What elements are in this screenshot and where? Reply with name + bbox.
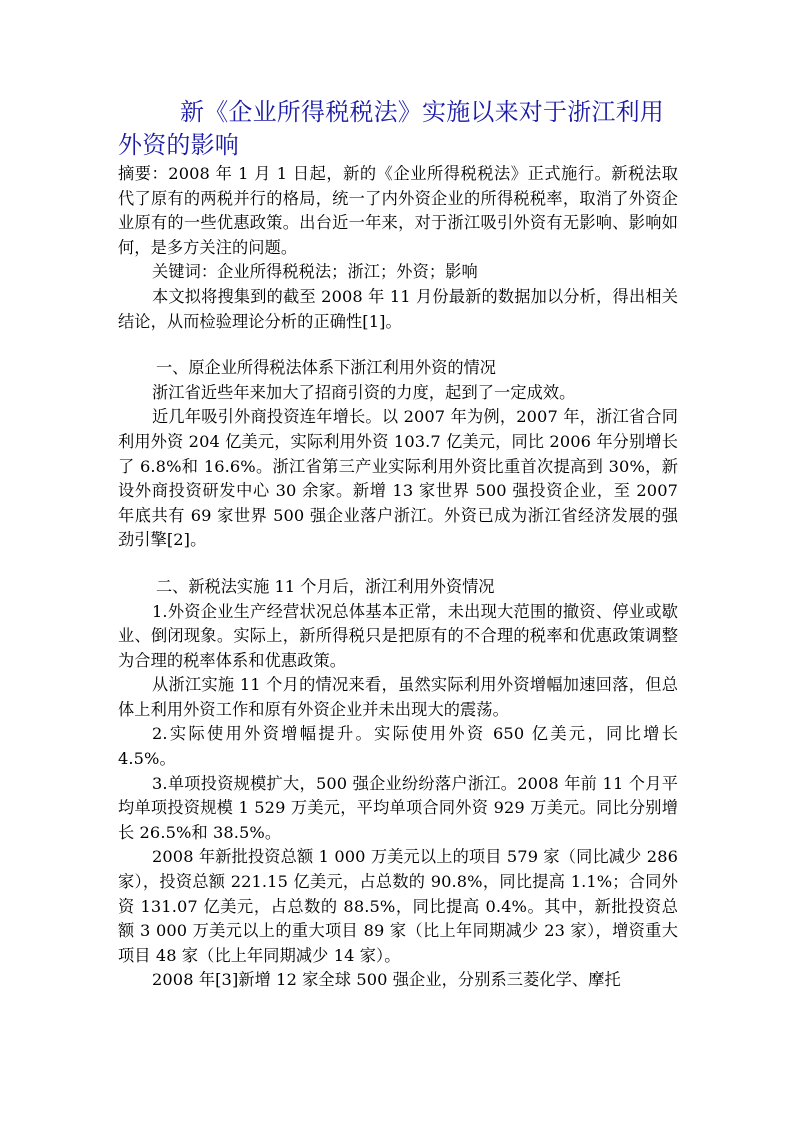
section1-paragraph: 近几年吸引外商投资连年增长。以 2007 年为例，2007 年，浙江省合同利用外资 204 亿美元，实际利用外资 103.7 亿美元，同比 2006 年分别增长了 6.8%和 16.6%。浙江省第三产业实际利用外资比重首次提高到 30%，新设外商投资研发中心 30 余家。新增 13 家世界 500 强投资企业，至 2007 年底共有 69 家世界 500 强企业落户浙江。外资已成为浙江省经济发展的强劲引擎[2]。 — [118, 407, 678, 550]
section2-paragraph: 2008 年[3]新增 12 家全球 500 强企业，分别系三菱化学、摩托 — [152, 970, 621, 990]
section2-paragraph: 2.实际使用外资增幅提升。实际使用外资 650 亿美元，同比增长 4.5%。 — [118, 724, 678, 769]
document-title: 新《企业所得税税法》实施以来对于浙江利用外资的影响 — [118, 98, 664, 159]
intro-paragraph: 本文拟将搜集到的截至 2008 年 11 月份最新的数据加以分析，得出相关结论，从而检验理论分析的正确性[1]。 — [118, 286, 678, 331]
section2-paragraph: 3.单项投资规模扩大，500 强企业纷纷落户浙江。2008 年前 11 个月平均单项投资规模 1 529 万美元，平均单项合同外资 929 万美元。同比分别增长 26.5%和 38.5%。 — [118, 773, 678, 842]
section2-paragraph: 1.外资企业生产经营状况总体基本正常，未出现大范围的撤资、停业或歇业、倒闭现象。实际上，新所得税只是把原有的不合理的税率和优惠政策调整为合理的税率体系和优惠政策。 — [118, 601, 678, 670]
section2-heading: 二、新税法实施 11 个月后，浙江利用外资情况 — [156, 576, 495, 596]
section2-paragraph: 从浙江实施 11 个月的情况来看，虽然实际利用外资增幅加速回落，但总体上利用外资工作和原有外资企业并未出现大的震荡。 — [118, 675, 678, 719]
section1-heading: 一、原企业所得税法体系下浙江利用外资的情况 — [156, 358, 496, 378]
document-page — [118, 96, 678, 993]
abstract-paragraph: 摘要：2008 年 1 月 1 日起，新的《企业所得税税法》正式施行。新税法取代了原有的两税并行的格局，统一了内外资企业的所得税税率，取消了外资企业原有的一些优惠政策。出台近一年来，对于浙江吸引外资有无影响、影响如何，是多方关注的问题。 — [118, 164, 678, 257]
section2-paragraph: 2008 年新批投资总额 1 000 万美元以上的项目 579 家（同比减少 286 家），投资总额 221.15 亿美元，占总数的 90.8%，同比提高 1.1%；合同外资 131.07 亿美元，占总数的 88.5%，同比提高 0.4%。其中，新批投资总额 3 000 万美元以上的重大项目 89 家（比上年同期减少 23 家），增资重大项目 48 家（比上年同期减少 14 家）。 — [118, 847, 678, 965]
keywords-paragraph: 关键词：企业所得税税法；浙江；外资；影响 — [152, 262, 478, 282]
section1-paragraph: 浙江省近些年来加大了招商引资的力度，起到了一定成效。 — [152, 382, 576, 402]
